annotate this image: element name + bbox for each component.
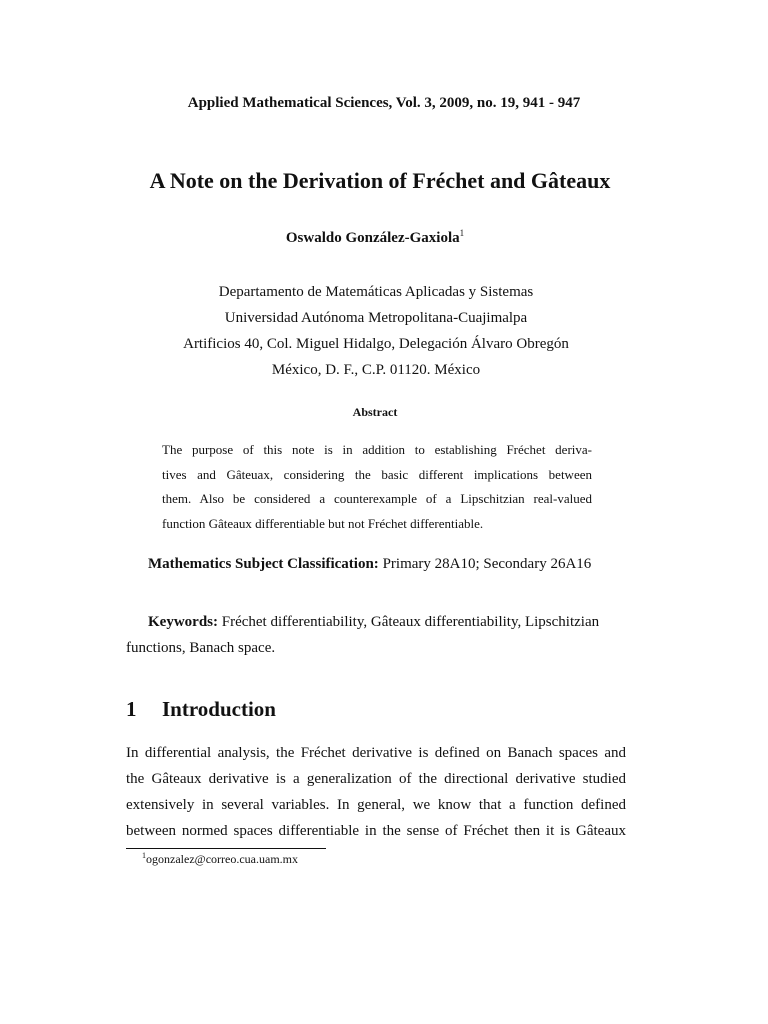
msc-value: Primary 28A10; Secondary 26A16 <box>378 556 592 572</box>
msc-line <box>148 556 591 573</box>
abstract-line: them. Also be considered a counterexample of a Lipschitzian real-valued <box>162 491 592 506</box>
keywords-line <box>126 609 626 635</box>
affiliation-line: México, D. F., C.P. 01120. México <box>271 362 481 378</box>
affiliation-block <box>0 279 752 383</box>
affiliation-line: Departamento de Matemáticas Aplicadas y Sistemas <box>218 284 534 300</box>
abstract-body <box>162 438 592 536</box>
author-line <box>0 228 750 247</box>
abstract-line: tives and Gâteuax, considering the basic different implications between <box>162 466 592 482</box>
abstract-line: function Gâteaux differentiable but not Fréchet differentiable. <box>162 515 484 531</box>
author-footnote-mark: 1 <box>459 228 465 238</box>
intro-line: In differential analysis, the Fréchet derivative is defined on Banach spaces and <box>126 745 626 761</box>
affiliation-line: Artificios 40, Col. Miguel Hidalgo, Delegación Álvaro Obregón <box>183 336 569 352</box>
section-number: 1 <box>126 697 137 721</box>
footnote-text: ogonzalez@correo.cua.uam.mx <box>146 852 298 866</box>
footnote-mark: 1 <box>142 851 146 860</box>
keywords-block <box>126 609 626 661</box>
intro-paragraph <box>126 740 626 844</box>
keywords-text: Fréchet differentiability, Gâteaux differentiability, Lipschitzian <box>218 614 600 630</box>
footnote <box>142 851 298 867</box>
section-title: Introduction <box>162 697 276 721</box>
intro-line: extensively in several variables. In general, we know that a function defined <box>126 797 626 813</box>
keywords-label: Keywords: <box>148 614 218 630</box>
intro-line: between normed spaces differentiable in the sense of Fréchet then it is Gâteaux <box>126 823 626 839</box>
keywords-line: functions, Banach space. <box>126 640 276 656</box>
author-name: Oswaldo González-Gaxiola <box>285 230 460 246</box>
affiliation-line: Universidad Autónoma Metropolitana-Cuajimalpa <box>224 310 528 326</box>
msc-label: Mathematics Subject Classification: <box>148 556 379 572</box>
paper-title: A Note on the Derivation of Fréchet and Gâteaux <box>149 168 611 193</box>
abstract-line: The purpose of this note is in addition to establishing Fréchet deriva- <box>162 442 592 457</box>
section-heading <box>126 697 276 722</box>
intro-line: the Gâteaux derivative is a generalization of the directional derivative studied <box>126 771 626 787</box>
journal-header: Applied Mathematical Sciences, Vol. 3, 2009, no. 19, 941 - 947 <box>187 95 581 111</box>
abstract-heading: Abstract <box>352 405 398 419</box>
footnote-rule <box>126 848 326 849</box>
